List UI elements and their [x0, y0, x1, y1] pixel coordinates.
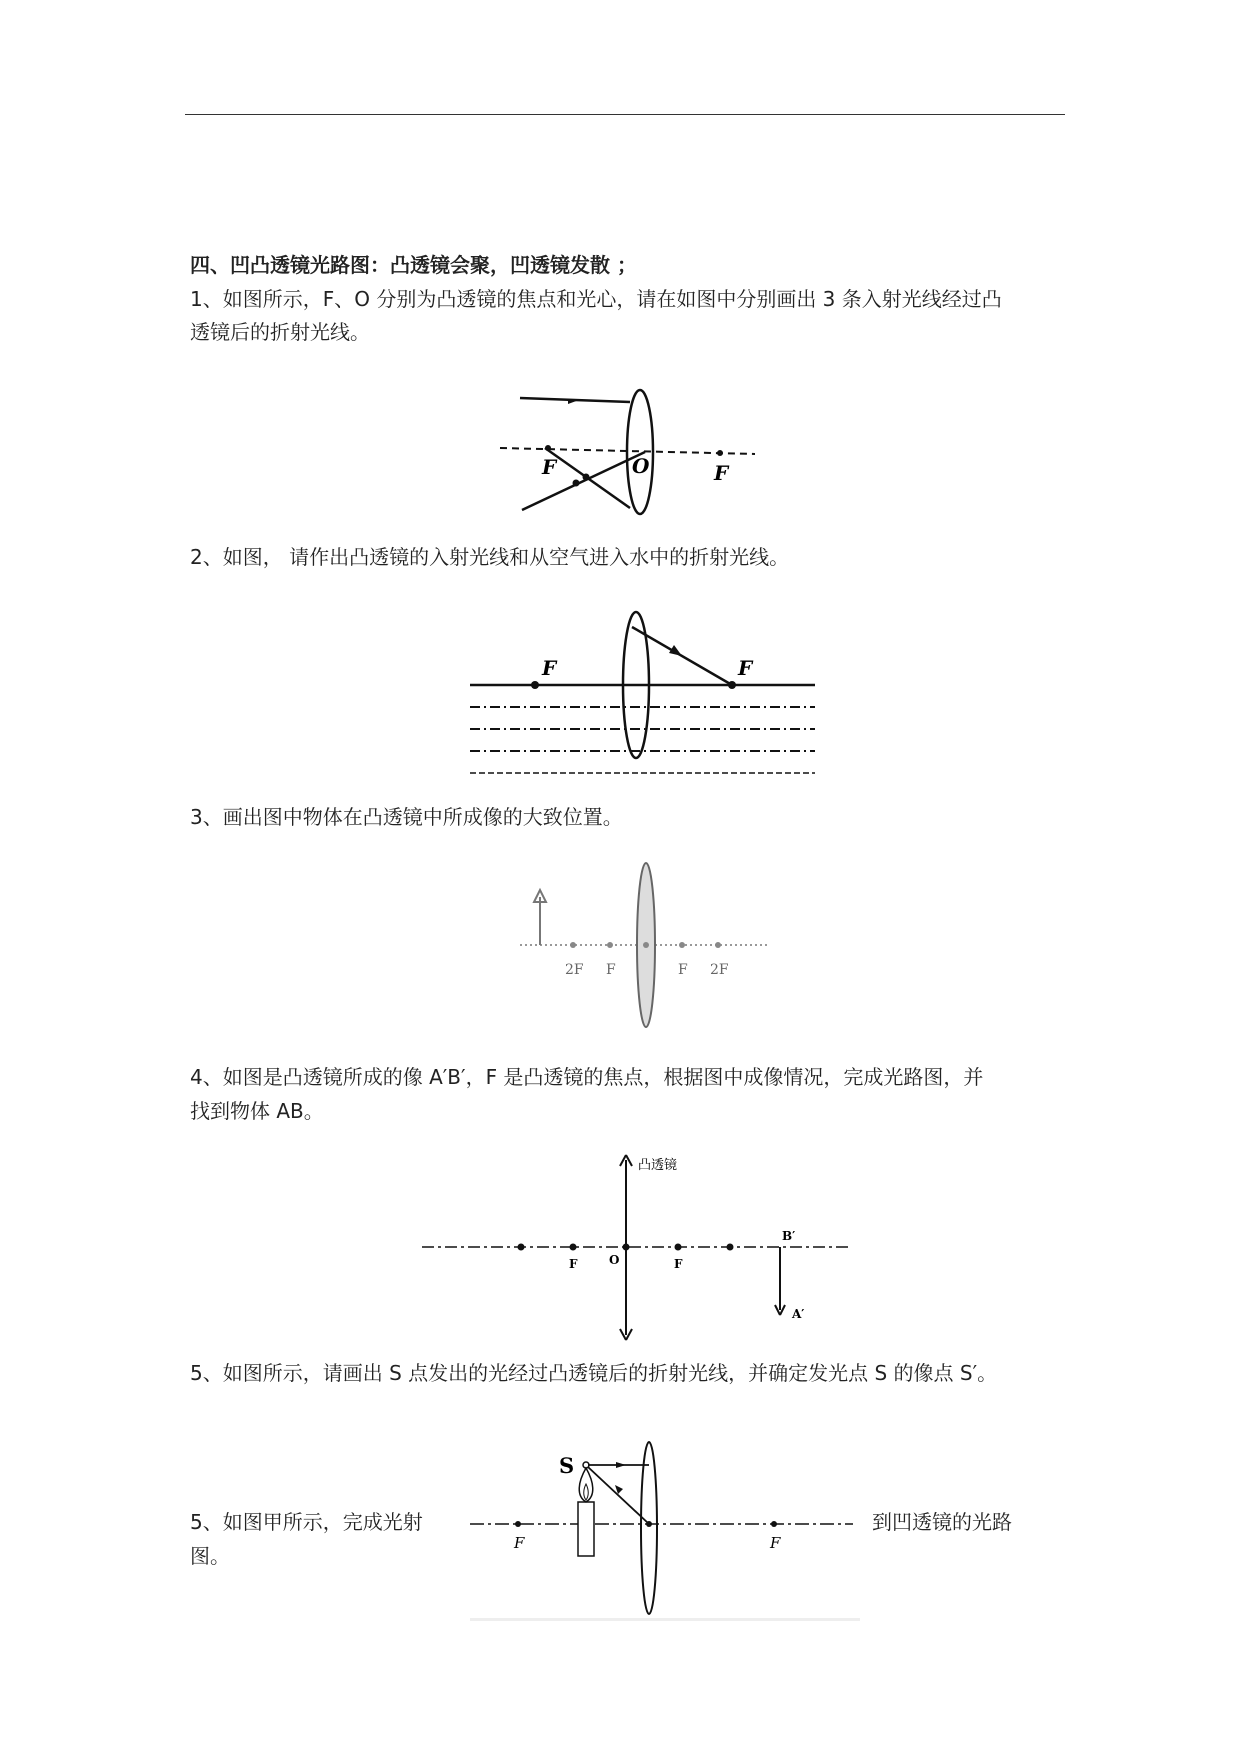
q5-diagram — [468, 1438, 858, 1618]
q4-line-2: 找到物体 AB。 — [190, 1099, 324, 1123]
q6-line-2: 图。 — [190, 1544, 230, 1568]
convex-lens — [641, 1442, 657, 1614]
q3-label-2f-right: 2F — [710, 962, 729, 978]
q1-line-1: 1、如图所示，F、O 分别为凸透镜的焦点和光心，请在如图中分别画出 3 条入射光线经过凸 — [190, 287, 1002, 311]
q4-label-focus-right: F — [674, 1257, 683, 1271]
q1-line-2: 透镜后的折射光线。 — [190, 320, 370, 344]
q2-label-focus-left: F — [542, 656, 557, 680]
q5-label-source: S — [559, 1453, 575, 1478]
q3-label-f-right: F — [678, 962, 688, 978]
q3-label-f-left: F — [606, 962, 616, 978]
q6-line-right: 到凹透镜的光路 — [872, 1510, 1012, 1534]
q4-label-focus-left: F — [569, 1257, 578, 1271]
q5-line-1: 5、如图所示，请画出 S 点发出的光经过凸透镜后的折射光线，并确定发光点 S 的像点 S′。 — [190, 1361, 998, 1385]
q3-diagram — [515, 860, 775, 1030]
q4-label-center: O — [609, 1253, 620, 1267]
q2-diagram — [470, 605, 820, 775]
ray-through-center — [588, 1467, 649, 1524]
candle — [578, 1502, 594, 1556]
bottom-divider — [470, 1618, 860, 1621]
q4-line-1: 4、如图是凸透镜所成的像 A′B′，F 是凸透镜的焦点，根据图中成像情况，完成光路图，并 — [190, 1065, 984, 1089]
q1-diagram — [490, 380, 770, 520]
q4-label-b-prime: B′ — [782, 1229, 796, 1243]
q4-label-a-prime: A′ — [792, 1307, 805, 1321]
section-heading: 四、凹凸透镜光路图：凸透镜会聚，凹透镜发散 ； — [190, 253, 637, 277]
q4-diagram — [420, 1150, 860, 1340]
q5-label-focus-right: F — [770, 1534, 781, 1552]
q1-label-focus-right: F — [714, 461, 729, 485]
q1-label-focus-left: F — [542, 455, 557, 479]
q1-label-center: O — [632, 454, 650, 478]
header-rule — [185, 114, 1065, 115]
q2-line-1: 2、如图， 请作出凸透镜的入射光线和从空气进入水中的折射光线。 — [190, 545, 790, 569]
q2-label-focus-right: F — [738, 656, 753, 680]
q3-label-2f-left: 2F — [565, 962, 584, 978]
q4-label-lens: 凸透镜 — [638, 1158, 678, 1173]
q6-line-1: 5、如图甲所示，完成光射 — [190, 1510, 423, 1534]
ray-through-center — [522, 452, 645, 510]
q5-label-focus-left: F — [514, 1534, 525, 1552]
q3-line-1: 3、画出图中物体在凸透镜中所成像的大致位置。 — [190, 805, 623, 829]
